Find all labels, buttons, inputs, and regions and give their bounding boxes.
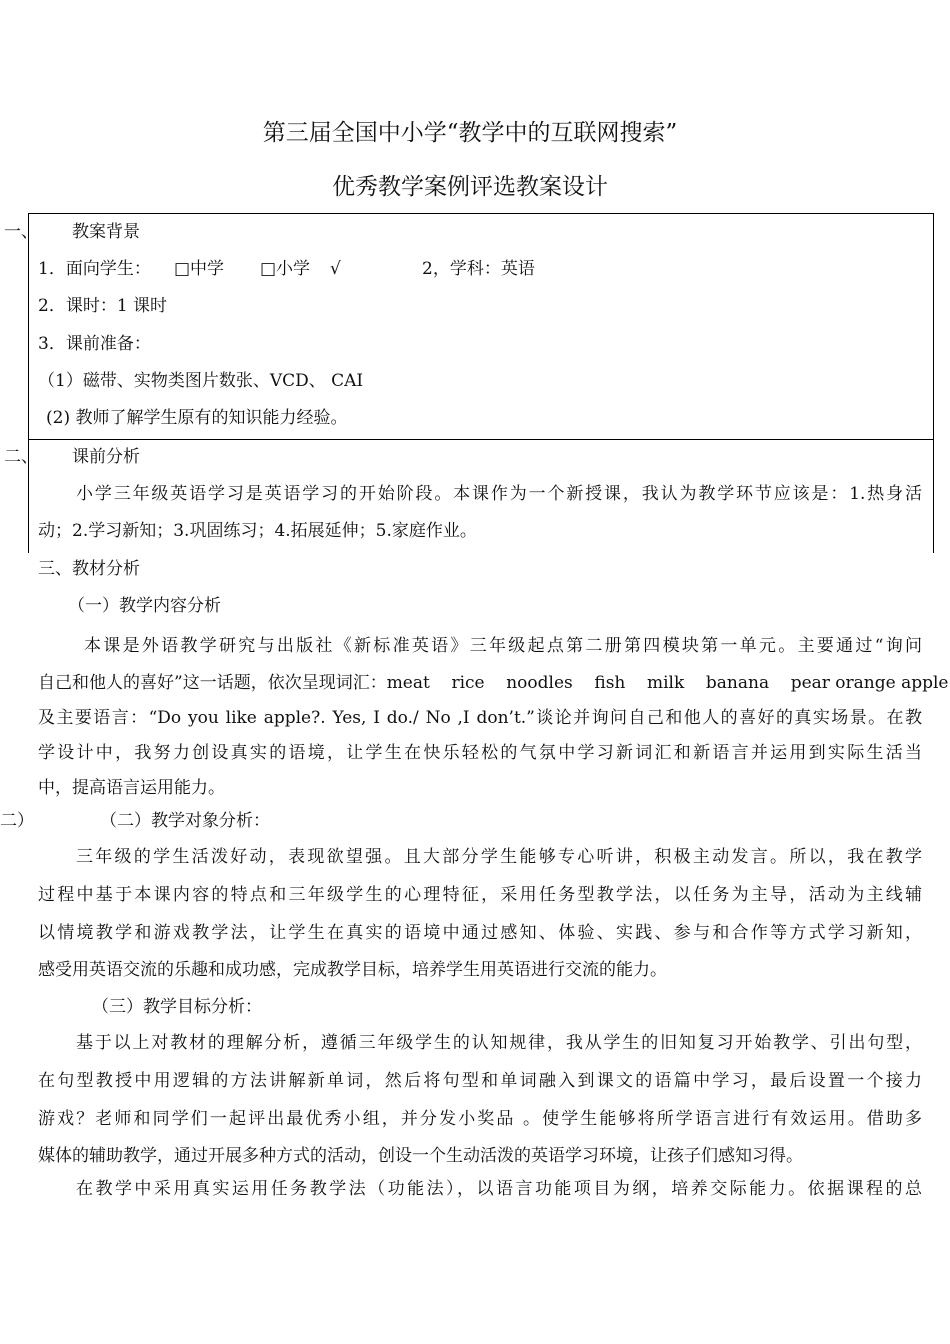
- document-title-line2: 优秀教学案例评选教案设计: [332, 174, 608, 200]
- content-paragraph-line2: 自己和他人的喜好”这一话题，依次呈现词汇：meat rice noodles fish milk banana pear orange apple: [38, 673, 949, 693]
- table-row-divider: [28, 439, 934, 440]
- objectives-analysis-heading: （三）教学目标分析：: [92, 997, 262, 1017]
- preparation-item-1: （1）磁带、实物类图片数张、VCD、 CAI: [38, 371, 364, 391]
- learner-paragraph-line4: 感受用英语交流的乐趣和成功感，完成教学目标，培养学生用英语进行交流的能力。: [38, 960, 667, 980]
- section2-paragraph-line1: 小学三年级英语学习是英语学习的开始阶段。本课作为一个新授课，我认为教学环节应该是：1.热身活: [76, 484, 922, 504]
- table-border-right: [933, 213, 934, 553]
- section2-paragraph-line2: 动；2.学习新知；3.巩固练习；4.拓展延伸；5.家庭作业。: [38, 521, 477, 541]
- preparation-label: 3．课前准备：: [38, 334, 151, 354]
- section3-heading: 三、教材分析: [38, 559, 140, 579]
- content-paragraph-line4: 学设计中，我努力创设真实的语境，让学生在快乐轻松的气氛中学习新词汇和新语言并运用到实际生活当: [38, 743, 922, 763]
- section1-heading: 教案背景: [72, 222, 140, 242]
- check-mark-icon: √: [330, 259, 341, 279]
- table-border-left: [28, 213, 29, 553]
- learner-paragraph-line1: 三年级的学生活泼好动，表现欲望强。且大部分学生能够专心听讲，积极主动发言。所以，我在教学: [76, 847, 922, 867]
- content-paragraph-line1: 本课是外语教学研究与出版社《新标准英语》三年级起点第二册第四模块第一单元。主要通过“询问: [84, 636, 922, 656]
- lesson-hours: 2．课时：1 课时: [38, 296, 168, 316]
- content-analysis-heading: （一）教学内容分析: [68, 596, 221, 616]
- section2-heading: 课前分析: [72, 447, 140, 467]
- document-title-line1: 第三届全国中小学“教学中的互联网搜索”: [262, 120, 678, 146]
- section1-number: 一、: [4, 222, 38, 242]
- learner-paragraph-line2: 过程中基于本课内容的特点和三年级学生的心理特征，采用任务型教学法，以任务为主导，活动为主线辅: [38, 885, 922, 905]
- side-mark: 二）: [0, 811, 34, 831]
- checkbox-primary-school: □小学: [260, 259, 311, 279]
- target-students-label: 1．面向学生：: [38, 259, 151, 279]
- section2-number: 二、: [4, 447, 38, 467]
- checkbox-middle-school: □中学: [174, 259, 225, 279]
- learner-paragraph-line3: 以情境教学和游戏教学法，让学生在真实的语境中通过感知、体验、实践、参与和合作等方式学习新知，: [38, 923, 922, 943]
- objectives-paragraph-line4: 媒体的辅助教学，通过开展多种方式的活动，创设一个生动活泼的英语学习环境，让孩子们感知习得。: [38, 1146, 803, 1166]
- method-paragraph-line1: 在教学中采用真实运用任务教学法（功能法），以语言功能项目为纲，培养交际能力。依据课程的总: [76, 1179, 922, 1199]
- content-paragraph-line5: 中，提高语言运用能力。: [38, 778, 225, 798]
- subject-label: 2，学科：英语: [422, 259, 535, 279]
- preparation-item-2: (2) 教师了解学生原有的知识能力经验。: [46, 408, 348, 428]
- content-paragraph-line3: 及主要语言：“Do you like apple?. Yes, I do./ No ,I don’t.”谈论并询问自己和他人的喜好的真实场景。在教: [38, 708, 922, 728]
- table-border-top: [28, 213, 934, 214]
- objectives-paragraph-line2: 在句型教授中用逻辑的方法讲解新单词，然后将句型和单词融入到课文的语篇中学习，最后设置一个接力: [38, 1071, 922, 1091]
- learner-analysis-heading: （二）教学对象分析：: [100, 811, 270, 831]
- objectives-paragraph-line3: 游戏？老师和同学们一起评出最优秀小组，并分发小奖品 。使学生能够将所学语言进行有效运用。借助多: [38, 1109, 922, 1129]
- objectives-paragraph-line1: 基于以上对教材的理解分析，遵循三年级学生的认知规律，我从学生的旧知复习开始教学、引出句型，: [76, 1033, 922, 1053]
